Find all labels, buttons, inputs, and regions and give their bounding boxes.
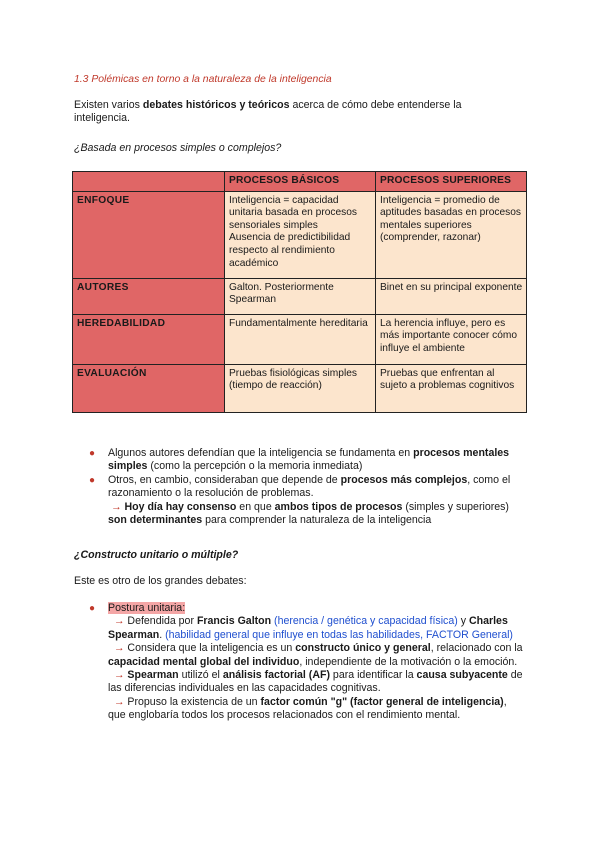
table-row — [73, 314, 527, 364]
row-label: ENFOQUE — [73, 191, 225, 278]
row-label: AUTORES — [73, 278, 225, 314]
row-label: HEREDABILIDAD — [73, 314, 225, 364]
processes-table — [72, 171, 527, 413]
col-header-superior: PROCESOS SUPERIORES — [376, 172, 527, 192]
arrow-icon: → — [110, 500, 122, 513]
postura-unitaria-label: Postura unitaria: — [108, 602, 186, 614]
bullet-dot-icon: ● — [89, 448, 96, 459]
bullet-dot-icon: ● — [89, 474, 96, 486]
table-cell: Pruebas fisiológicas simples (tiempo de reacción) — [225, 364, 376, 412]
col-header-basic: PROCESOS BÁSICOS — [225, 172, 376, 192]
table-cell: La herencia influye, pero es más importante conocer cómo influye el ambiente — [376, 314, 527, 364]
list-item: ● Algunos autores defendían que la inteligencia se fundamenta en procesos mentales simples (como la percepción o la memoria inmediata) — [89, 447, 510, 473]
table-row — [73, 364, 527, 412]
bullet-dot-icon: ● — [89, 603, 96, 614]
question-simple-complex: ¿Basada en procesos simples o complejos? — [74, 142, 282, 154]
table-row — [73, 191, 527, 278]
arrow-icon: → — [113, 615, 125, 628]
intro-paragraph: Existen varios debates históricos y teóricos acerca de cómo debe entenderse la inteligencia. — [74, 99, 462, 125]
table-corner — [73, 172, 225, 192]
arrow-icon: → — [113, 642, 125, 655]
table-cell: Fundamentalmente hereditaria — [225, 314, 376, 364]
list-item: ● Otros, en cambio, consideraban que depende de procesos más complejos, como el razonamiento o la resolución de problemas. → Hoy día hay consenso en que ambos tipos de procesos (simples y superiores) son determinantes para comprender la naturaleza de la inteligencia — [89, 473, 511, 527]
arrow-icon: → — [113, 695, 125, 708]
list-item: ● Postura unitaria: → Defendida por Francis Galton (herencia / genética y capacidad física) y Charles Spearman. (habilidad general que influye en todas las habilidades, FACTOR General) → Considera que la inteligencia es un constructo único y general, relacionado con la capacidad mental global del individuo, independiente de la motivación o la emoción. → Spearman utilizó el análisis factorial (AF) para identificar la causa subyacente de las diferencias individuales en las capacidades cognitivas. → Propuso la existencia de un factor común "g" (factor general de inteligencia), que englobaría todos los procesos relacionados con el rendimiento mental. — [89, 602, 523, 722]
unitary-bullet-list — [74, 602, 524, 723]
table-row — [73, 278, 527, 314]
table-cell: Pruebas que enfrentan al sujeto a problemas cognitivos — [376, 364, 527, 412]
table-header-row — [73, 172, 527, 192]
section-title: 1.3 Polémicas en torno a la naturaleza de la inteligencia — [74, 74, 332, 85]
processes-bullet-list — [74, 447, 524, 527]
table-cell: Inteligencia = promedio de aptitudes basadas en procesos mentales superiores (comprender, razonar) — [376, 191, 527, 278]
table-cell: Binet en su principal exponente — [376, 278, 527, 314]
row-label: EVALUACIÓN — [73, 364, 225, 412]
arrow-icon: → — [113, 669, 125, 682]
table-cell: Inteligencia = capacidad unitaria basada en procesos sensoriales simples Ausencia de predictibilidad respecto al rendimiento académico — [225, 191, 376, 278]
debate-line: Este es otro de los grandes debates: — [74, 575, 247, 587]
table-cell: Galton. Posteriormente Spearman — [225, 278, 376, 314]
question-unitary-multiple: ¿Constructo unitario o múltiple? — [74, 549, 239, 561]
